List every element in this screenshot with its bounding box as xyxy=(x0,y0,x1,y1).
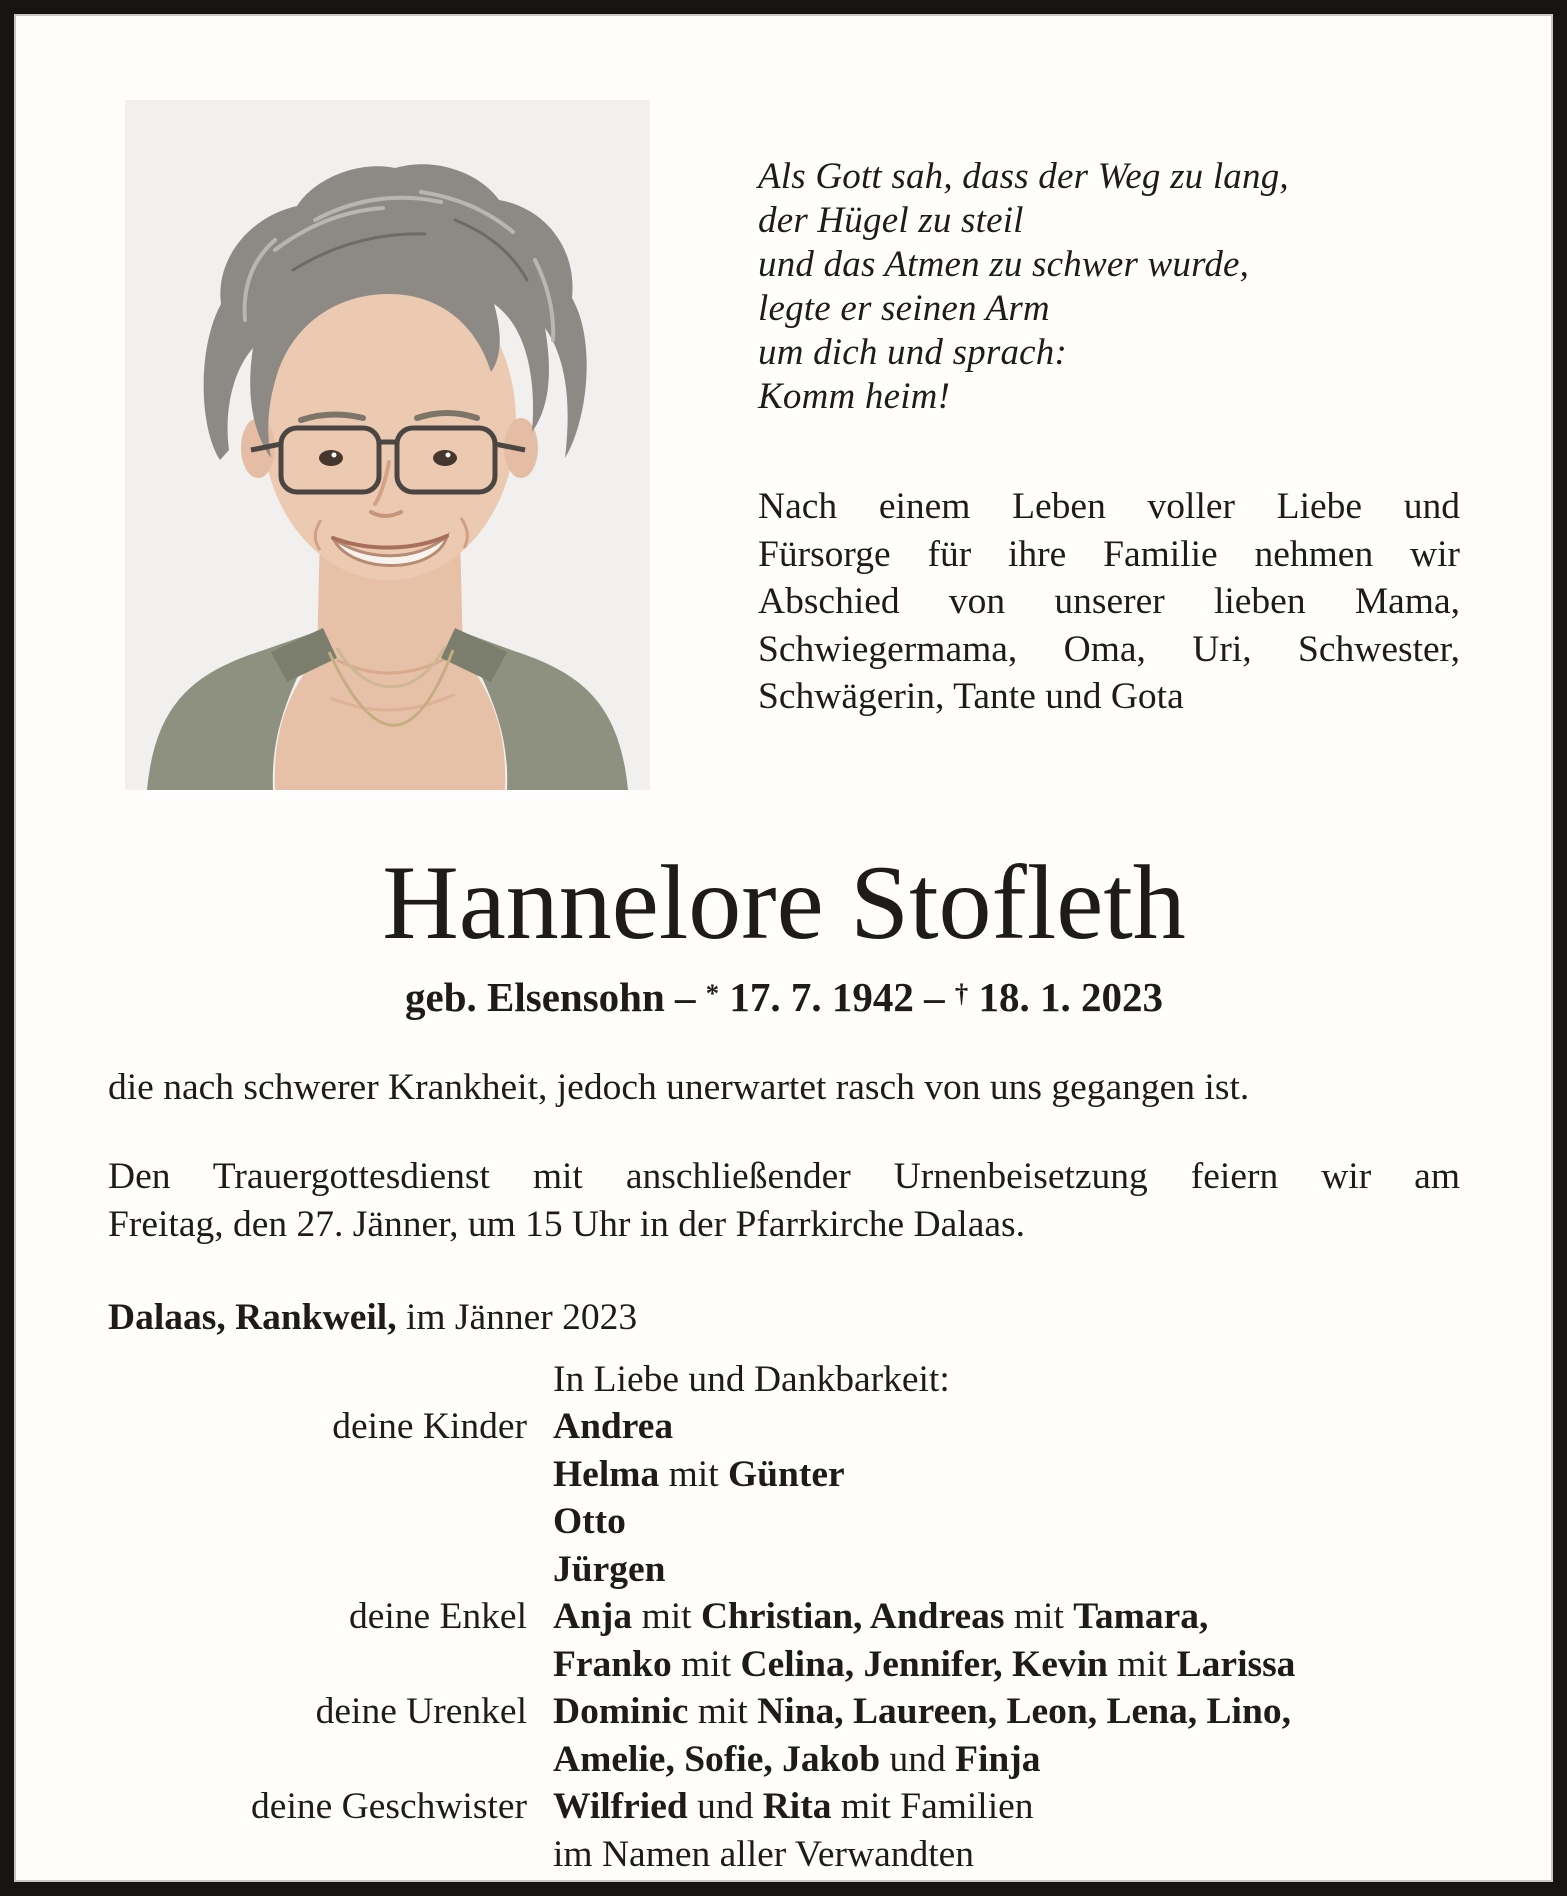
connector-text: im Namen aller Verwandten xyxy=(553,1833,975,1875)
farewell-line: Fürsorge für ihre Familie nehmen wir xyxy=(758,533,1460,575)
family-member-name: Andrea xyxy=(553,1406,674,1447)
top-section xyxy=(108,14,1460,790)
family-member-name: Wilfried xyxy=(553,1786,688,1827)
memorial-poem xyxy=(758,155,1460,419)
family-names-line xyxy=(553,1546,1460,1594)
family-member-name: Rita xyxy=(762,1786,832,1827)
life-dates xyxy=(108,968,1460,1022)
family-relation-label xyxy=(108,1831,527,1879)
family-member-name: Finja xyxy=(955,1738,1041,1780)
death-cross-symbol: † xyxy=(954,978,969,1008)
poem-line: Als Gott sah, dass der Weg zu lang, xyxy=(758,156,1289,197)
family-relation-label xyxy=(108,1546,527,1594)
family-relation-label: deine Geschwister xyxy=(251,1786,527,1827)
birth-star-symbol: * xyxy=(705,978,720,1008)
family-names-line xyxy=(553,1593,1460,1641)
poem-line: legte er seinen Arm xyxy=(758,288,1050,329)
connector-text: mit xyxy=(671,1643,741,1685)
family-relation-label xyxy=(108,1498,527,1546)
connector-text: mit xyxy=(688,1691,758,1732)
closing-line: In Liebe und Dankbarkeit: xyxy=(553,1358,950,1400)
obituary-content xyxy=(14,14,1553,1878)
poem-line: um dich und sprach: xyxy=(758,332,1068,373)
family-member-name: Franko xyxy=(553,1643,672,1685)
family-member-name: Nina, Laureen, Leon, Lena, Lino, xyxy=(757,1691,1291,1732)
family-names-line xyxy=(553,1736,1460,1784)
family-relation-label xyxy=(108,1736,527,1784)
family-member-name: Amelie, Sofie, Jakob xyxy=(553,1738,881,1780)
family-relation-label: deine Enkel xyxy=(348,1596,527,1637)
places: Dalaas, Rankweil, xyxy=(108,1297,397,1338)
deceased-name: Hannelore Stofleth xyxy=(382,844,1186,961)
portrait-photo xyxy=(125,100,650,790)
place-and-date-line xyxy=(108,1294,1460,1342)
family-acknowledgment xyxy=(108,1356,1460,1879)
family-member-name: Jürgen xyxy=(553,1548,666,1590)
family-names-line xyxy=(553,1688,1460,1736)
family-names-line xyxy=(553,1403,1460,1451)
maiden-name: geb. Elsensohn – xyxy=(405,974,696,1020)
farewell-paragraph xyxy=(758,483,1460,721)
family-member-name: Dominic xyxy=(553,1691,689,1732)
poem-line: Komm heim! xyxy=(758,376,951,417)
family-names-line xyxy=(553,1831,1460,1879)
family-relation-label: deine Kinder xyxy=(332,1406,527,1447)
connector-text: und xyxy=(880,1738,956,1780)
poem-line: der Hügel zu steil xyxy=(758,200,1024,241)
farewell-line: Nach einem Leben voller Liebe und xyxy=(758,486,1460,527)
death-circumstance-note: die nach schwerer Krankheit, jedoch unerwartet rasch von uns gegangen ist. xyxy=(108,1067,1250,1108)
farewell-line: Schwägerin, Tante und Gota xyxy=(758,676,1184,717)
funeral-service-paragraph xyxy=(108,1153,1460,1248)
death-date: 18. 1. 2023 xyxy=(978,974,1163,1020)
service-line: Den Trauergottesdienst mit anschließender Urnenbeisetzung feiern wir am xyxy=(108,1156,1460,1197)
connector-text: mit xyxy=(632,1596,701,1637)
family-relation-label: deine Urenkel xyxy=(315,1691,527,1732)
family-names-line xyxy=(553,1498,1460,1546)
portrait-illustration xyxy=(125,100,650,790)
farewell-line: Abschied von unserer lieben Mama, xyxy=(758,581,1460,622)
family-names-line xyxy=(553,1783,1460,1831)
family-member-name: Tamara, xyxy=(1073,1596,1209,1637)
service-line: Freitag, den 27. Jänner, um 15 Uhr in der Pfarrkirche Dalaas. xyxy=(108,1203,1025,1245)
connector-text: mit xyxy=(659,1453,728,1495)
family-member-name: Celina, Jennifer, Kevin xyxy=(740,1643,1108,1685)
farewell-line: Schwiegermama, Oma, Uri, Schwester, xyxy=(758,628,1460,670)
family-member-name: Anja xyxy=(553,1596,633,1637)
family-member-name: Christian, Andreas xyxy=(700,1596,1005,1637)
birth-date: 17. 7. 1942 – xyxy=(729,974,945,1020)
closing-label-spacer xyxy=(108,1356,527,1404)
family-member-name: Larissa xyxy=(1176,1643,1296,1685)
family-relation-label xyxy=(108,1451,527,1499)
family-names-line xyxy=(553,1641,1460,1689)
poem-and-intro-column xyxy=(758,14,1460,721)
family-member-name: Otto xyxy=(553,1501,626,1542)
family-member-name: Helma xyxy=(553,1453,660,1495)
family-relation-label xyxy=(108,1641,527,1689)
family-names-line xyxy=(553,1451,1460,1499)
connector-text: und xyxy=(687,1786,763,1827)
connector-text: mit xyxy=(1004,1596,1074,1637)
month-year: im Jänner 2023 xyxy=(405,1297,638,1338)
poem-line: und das Atmen zu schwer wurde, xyxy=(758,244,1250,285)
connector-text: mit xyxy=(1107,1643,1177,1685)
family-member-name: Günter xyxy=(728,1453,845,1495)
connector-text: mit Familien xyxy=(831,1786,1034,1827)
